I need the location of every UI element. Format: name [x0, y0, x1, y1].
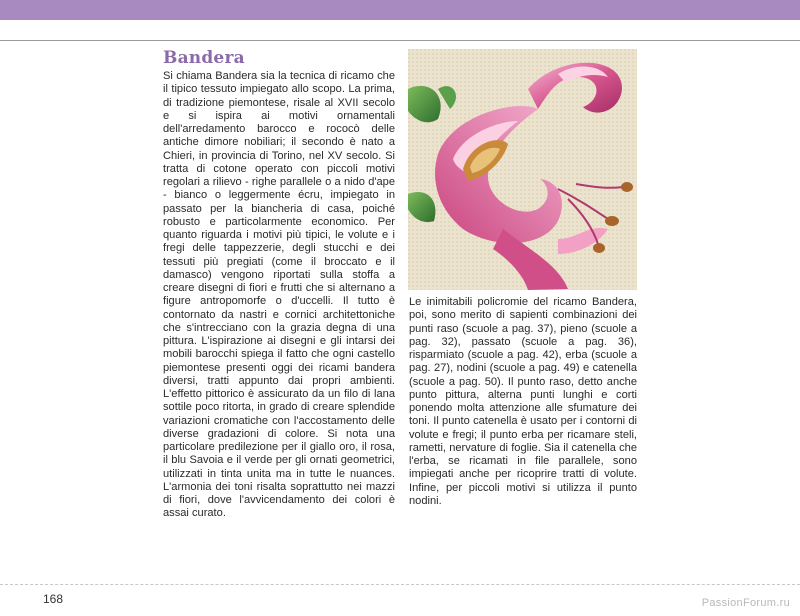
- footer-rule: [0, 584, 800, 585]
- page-number: 168: [43, 592, 64, 606]
- article-body-right: Le inimitabili policromie del ricamo Bandera, poi, sono merito di sapienti combinazioni dei punti raso (scuole a pag. 37), pieno (scuole a pag. 32), passato (scuole a pag. 36), risparmiato (scuole a pag. 42), erba (scuole a pag. 27), nodini (scuole a pag. 49) e catenella (scuole a pag. 50). Il punto raso, detto anche punto pittura, alterna punti lunghi e corti ponendo molta attenzione alle sfumature dei toni. Il punto catenella è usato per i contorni di volute e fregi; il punto erba per ricamare steli, rametti, nervature di foglie. Sia il catenella che l'erba, se ricamati in file parallele, sono impiegati anche per ricoprire tratti di volute. Infine, per piccoli motivi si utilizza il punto nodini.: [409, 296, 637, 507]
- header-band: [0, 0, 800, 20]
- header-rule: [0, 40, 800, 41]
- article-body-left: Si chiama Bandera sia la tecnica di ricamo che il tipico tessuto impiegato allo scopo. La prima, di tradizione piemontese, risale al XVII secolo e si ispira ai motivi ornamentali dell'arredamento barocco e rococò delle antiche dimore nobiliari; il secondo è nato a Chieri, in provincia di Torino, nel XV secolo. Si tratta di cotone operato con piccoli motivi regolari a rilievo - righe parallele o a nido d'ape - bianco o leggermente écru, impiegato in passato per la biancheria di casa, poiché robusto e particolarmente economico. Per quanto riguarda i motivi più tipici, le volute e i fregi delle tappezzerie, degli stucchi e dei tessuti più pregiati (come il broccato e il damasco) vengono riportati sulla stoffa a creare disegni di fiori e frutti che si alternano a figure antropomorfe o d'uccelli. Il tutto è contornato da nastri e cornici architettoniche che s'intrecciano con la grazia degna di una pittura. L'ispirazione ai disegni e gli intarsi dei mobili barocchi spiega il fatto che ogni castello piemontese presenti oggi dei ricami bandera diversi, tratti appunto dai propri ambienti. L'effetto pittorico è assicurato da un filo di lana sottile poco ritorta, in grado di creare splendide variazioni cromatiche con l'accostamento delle diverse gradazioni di colore. Si nota una particolare predilezione per il giallo oro, il rosa, il blu Savoia e il verde per gli ornati geometrici, utilizzati in tinta unita ma in tutte le nuances. L'armonia dei toni risalta soprattutto nei mazzi di fiori, dove l'avvicendamento dei colori è assai curato.: [163, 70, 395, 520]
- watermark-text: PassionForum.ru: [701, 597, 790, 609]
- article-title: Bandera: [163, 48, 245, 68]
- embroidery-photo: [408, 49, 637, 290]
